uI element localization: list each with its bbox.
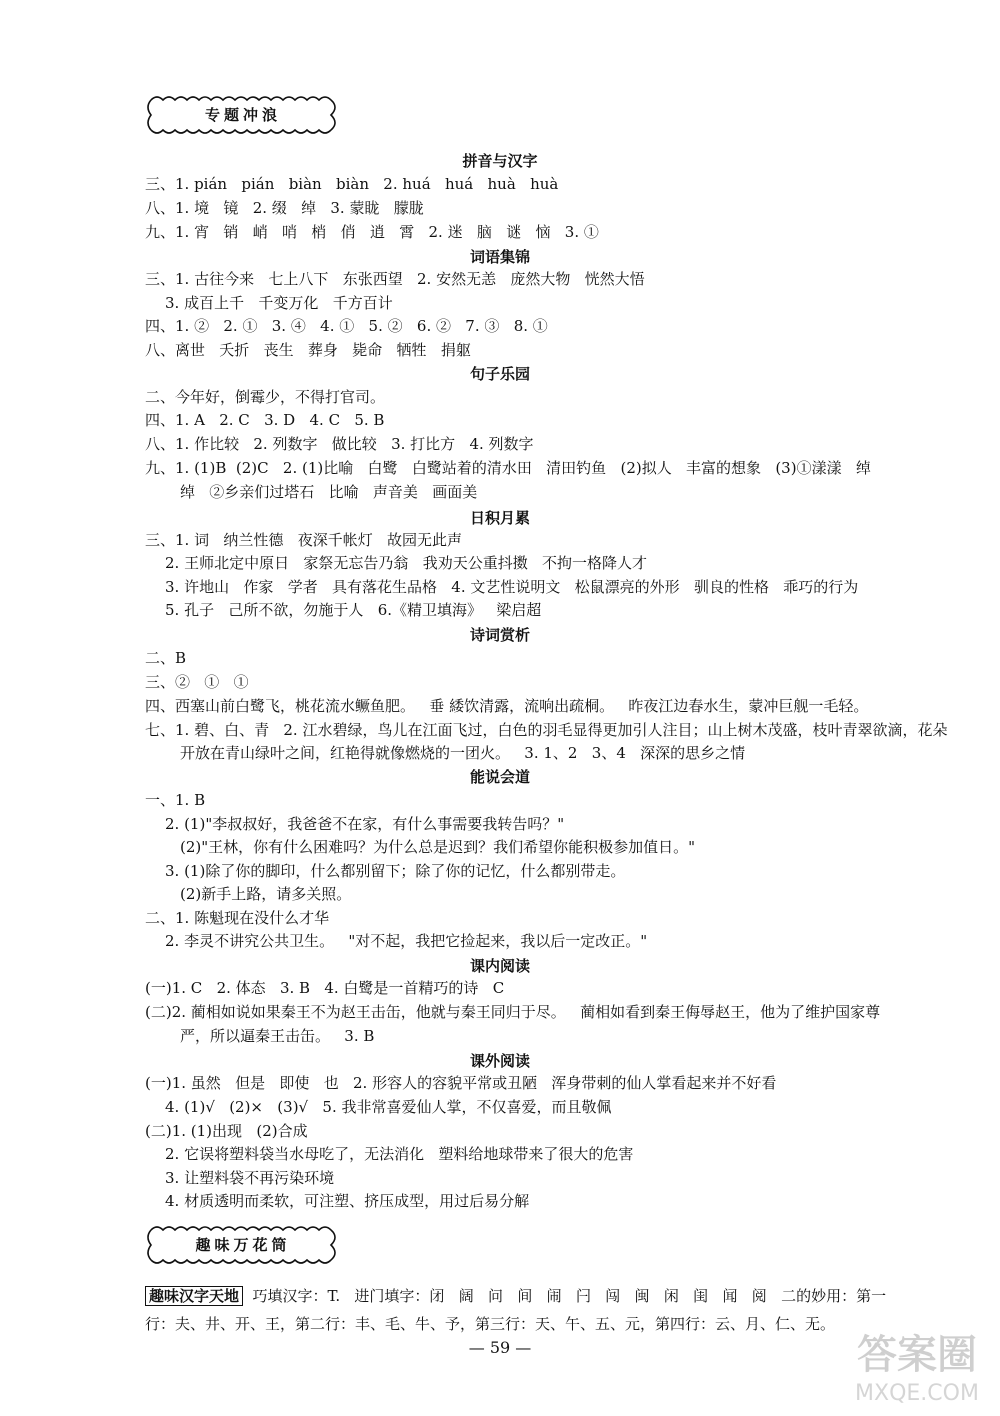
top-banner (143, 92, 343, 138)
answer-line: 八、1. 境 镜 2. 缀 绰 3. 蒙眬 朦胧 (145, 199, 424, 217)
answer-line: 开放在青山绿叶之间，红艳得就像燃烧的一团火。 3. 1、2 3、4 深深的思乡之情 (180, 744, 746, 762)
banner-title: 趣味万花筒 (195, 1236, 291, 1254)
section-title: 诗词赏析 (469, 626, 530, 644)
answer-line: 3. (1)除了你的脚印，什么都别留下；除了你的记忆，什么都别带走。 (165, 862, 626, 880)
section-title: 课外阅读 (469, 1052, 530, 1070)
answer-line: 2. (1)"李叔叔好，我爸爸不在家，有什么事需要我转告吗？" (165, 815, 565, 833)
answer-line: 严，所以逼秦王击缶。 3. B (180, 1027, 375, 1045)
fun-line: 行：夫、井、开、王，第二行：丰、毛、牛、予，第三行：天、午、五、元，第四行：云、月、仁、无。 (145, 1315, 836, 1333)
section-title: 拼音与汉字 (462, 152, 538, 170)
answer-line: 2. 它误将塑料袋当水母吃了，无法消化 塑料给地球带来了很大的危害 (165, 1145, 634, 1163)
answer-line: 二、B (145, 649, 187, 667)
answer-line: 2. 李灵不讲究公共卫生。 "对不起，我把它捡起来，我以后一定改正。" (165, 932, 648, 950)
fun-box-label: 趣味汉字天地 (145, 1286, 243, 1306)
answer-line: 三、1. 词 纳兰性德 夜深千帐灯 故园无此声 (145, 531, 462, 549)
answer-line: 九、1. 宵 销 峭 哨 梢 俏 逍 霄 2. 迷 脑 谜 恼 3. ① (145, 223, 599, 241)
section-title: 能说会道 (469, 768, 530, 786)
answer-line: (二)2. 蔺相如说如果秦王不为赵王击缶，他就与秦王同归于尽。 蔺相如看到秦王侮辱赵王，他为了维护国家尊 (145, 1003, 881, 1021)
answer-line: 二、1. 陈魁现在没什么才华 (145, 909, 330, 927)
answer-line: 四、1. ② 2. ① 3. ④ 4. ① 5. ② 6. ② 7. ③ 8. ① (145, 317, 548, 335)
answer-line: 2. 王师北定中原日 家祭无忘告乃翁 我劝天公重抖擞 不拘一格降人才 (165, 554, 647, 572)
answer-line: 3. 许地山 作家 学者 具有落花生品格 4. 文艺性说明文 松鼠漂亮的外形 驯良的性格 乖巧的行为 (165, 578, 859, 596)
answer-line: 一、1. B (145, 791, 206, 809)
answer-line: 八、离世 夭折 丧生 葬身 毙命 牺牲 捐躯 (145, 341, 471, 359)
answer-line: 4. (1)√ (2)× (3)√ 5. 我非常喜爱仙人掌，不仅喜爱，而且敬佩 (165, 1098, 612, 1116)
page-number: — 59 — (468, 1338, 532, 1357)
answer-line: 4. 材质透明而柔软，可注塑、挤压成型，用过后易分解 (165, 1192, 530, 1210)
answer-line: (2)"王林，你有什么困难吗？为什么总是迟到？我们希望你能积极参加值日。" (180, 838, 696, 856)
section-title: 句子乐园 (469, 365, 530, 383)
watermark-logo-icon (842, 1320, 992, 1410)
answer-line: 四、西塞山前白鹭飞，桃花流水鳜鱼肥。 垂 緌饮清露，流响出疏桐。 昨夜江边春水生，蒙冲巨舰一毛轻。 (145, 697, 869, 715)
fun-line (145, 1286, 886, 1306)
answer-line: 三、1. 古往今来 七上八下 东张西望 2. 安然无恙 庞然大物 恍然大悟 (145, 270, 645, 288)
answer-line: 三、1. pián pián biàn biàn 2. huá huá huà huà (145, 175, 559, 193)
bottom-banner (143, 1222, 343, 1268)
svg-text:答案圈: 答案圈 (857, 1332, 977, 1378)
answer-line: 绰 ②乡亲们过塔石 比喻 声音美 画面美 (180, 483, 478, 501)
answer-line: (一)1. 虽然 但是 即使 也 2. 形容人的容貌平常或丑陋 浑身带刺的仙人掌看起来并不好看 (145, 1074, 777, 1092)
answer-line: 九、1. (1)B (2)C 2. (1)比喻 白鹭 白鹭站着的清水田 清田钓鱼 (2)拟人 丰富的想象 (3)①漾漾 绰 (145, 459, 871, 477)
answer-line: 3. 成百上千 千变万化 千方百计 (165, 294, 393, 312)
section-title: 日积月累 (469, 509, 530, 527)
answer-line: (二)1. (1)出现 (2)合成 (145, 1122, 308, 1140)
fun-text: 巧填汉字：T. 进门填字：闭 阔 问 间 闹 闩 闯 闽 闲 闺 闻 阅 二的妙用：第一 (243, 1287, 887, 1305)
answer-line: (一)1. C 2. 体态 3. B 4. 白鹭是一首精巧的诗 C (145, 979, 505, 997)
answer-line: 八、1. 作比较 2. 列数字 做比较 3. 打比方 4. 列数字 (145, 435, 534, 453)
section-title: 课内阅读 (469, 957, 530, 975)
banner-title: 专题冲浪 (204, 106, 281, 124)
answer-line: 七、1. 碧、白、青 2. 江水碧绿，鸟儿在江面飞过，白色的羽毛显得更加引人注目；山上树木茂盛，枝叶青翠欲滴，花朵 (145, 721, 948, 739)
section-title: 词语集锦 (469, 248, 530, 266)
answer-line: 二、今年好，倒霉少，不得打官司。 (145, 388, 386, 406)
answer-line: 三、② ① ① (145, 673, 249, 691)
answer-line: 5. 孔子 己所不欲，勿施于人 6.《精卫填海》 梁启超 (165, 601, 542, 619)
answer-line: 四、1. A 2. C 3. D 4. C 5. B (145, 411, 385, 429)
answer-line: 3. 让塑料袋不再污染环境 (165, 1169, 335, 1187)
answer-line: (2)新手上路，请多关照。 (180, 885, 352, 903)
svg-text:MXQE.COM: MXQE.COM (855, 1381, 979, 1406)
